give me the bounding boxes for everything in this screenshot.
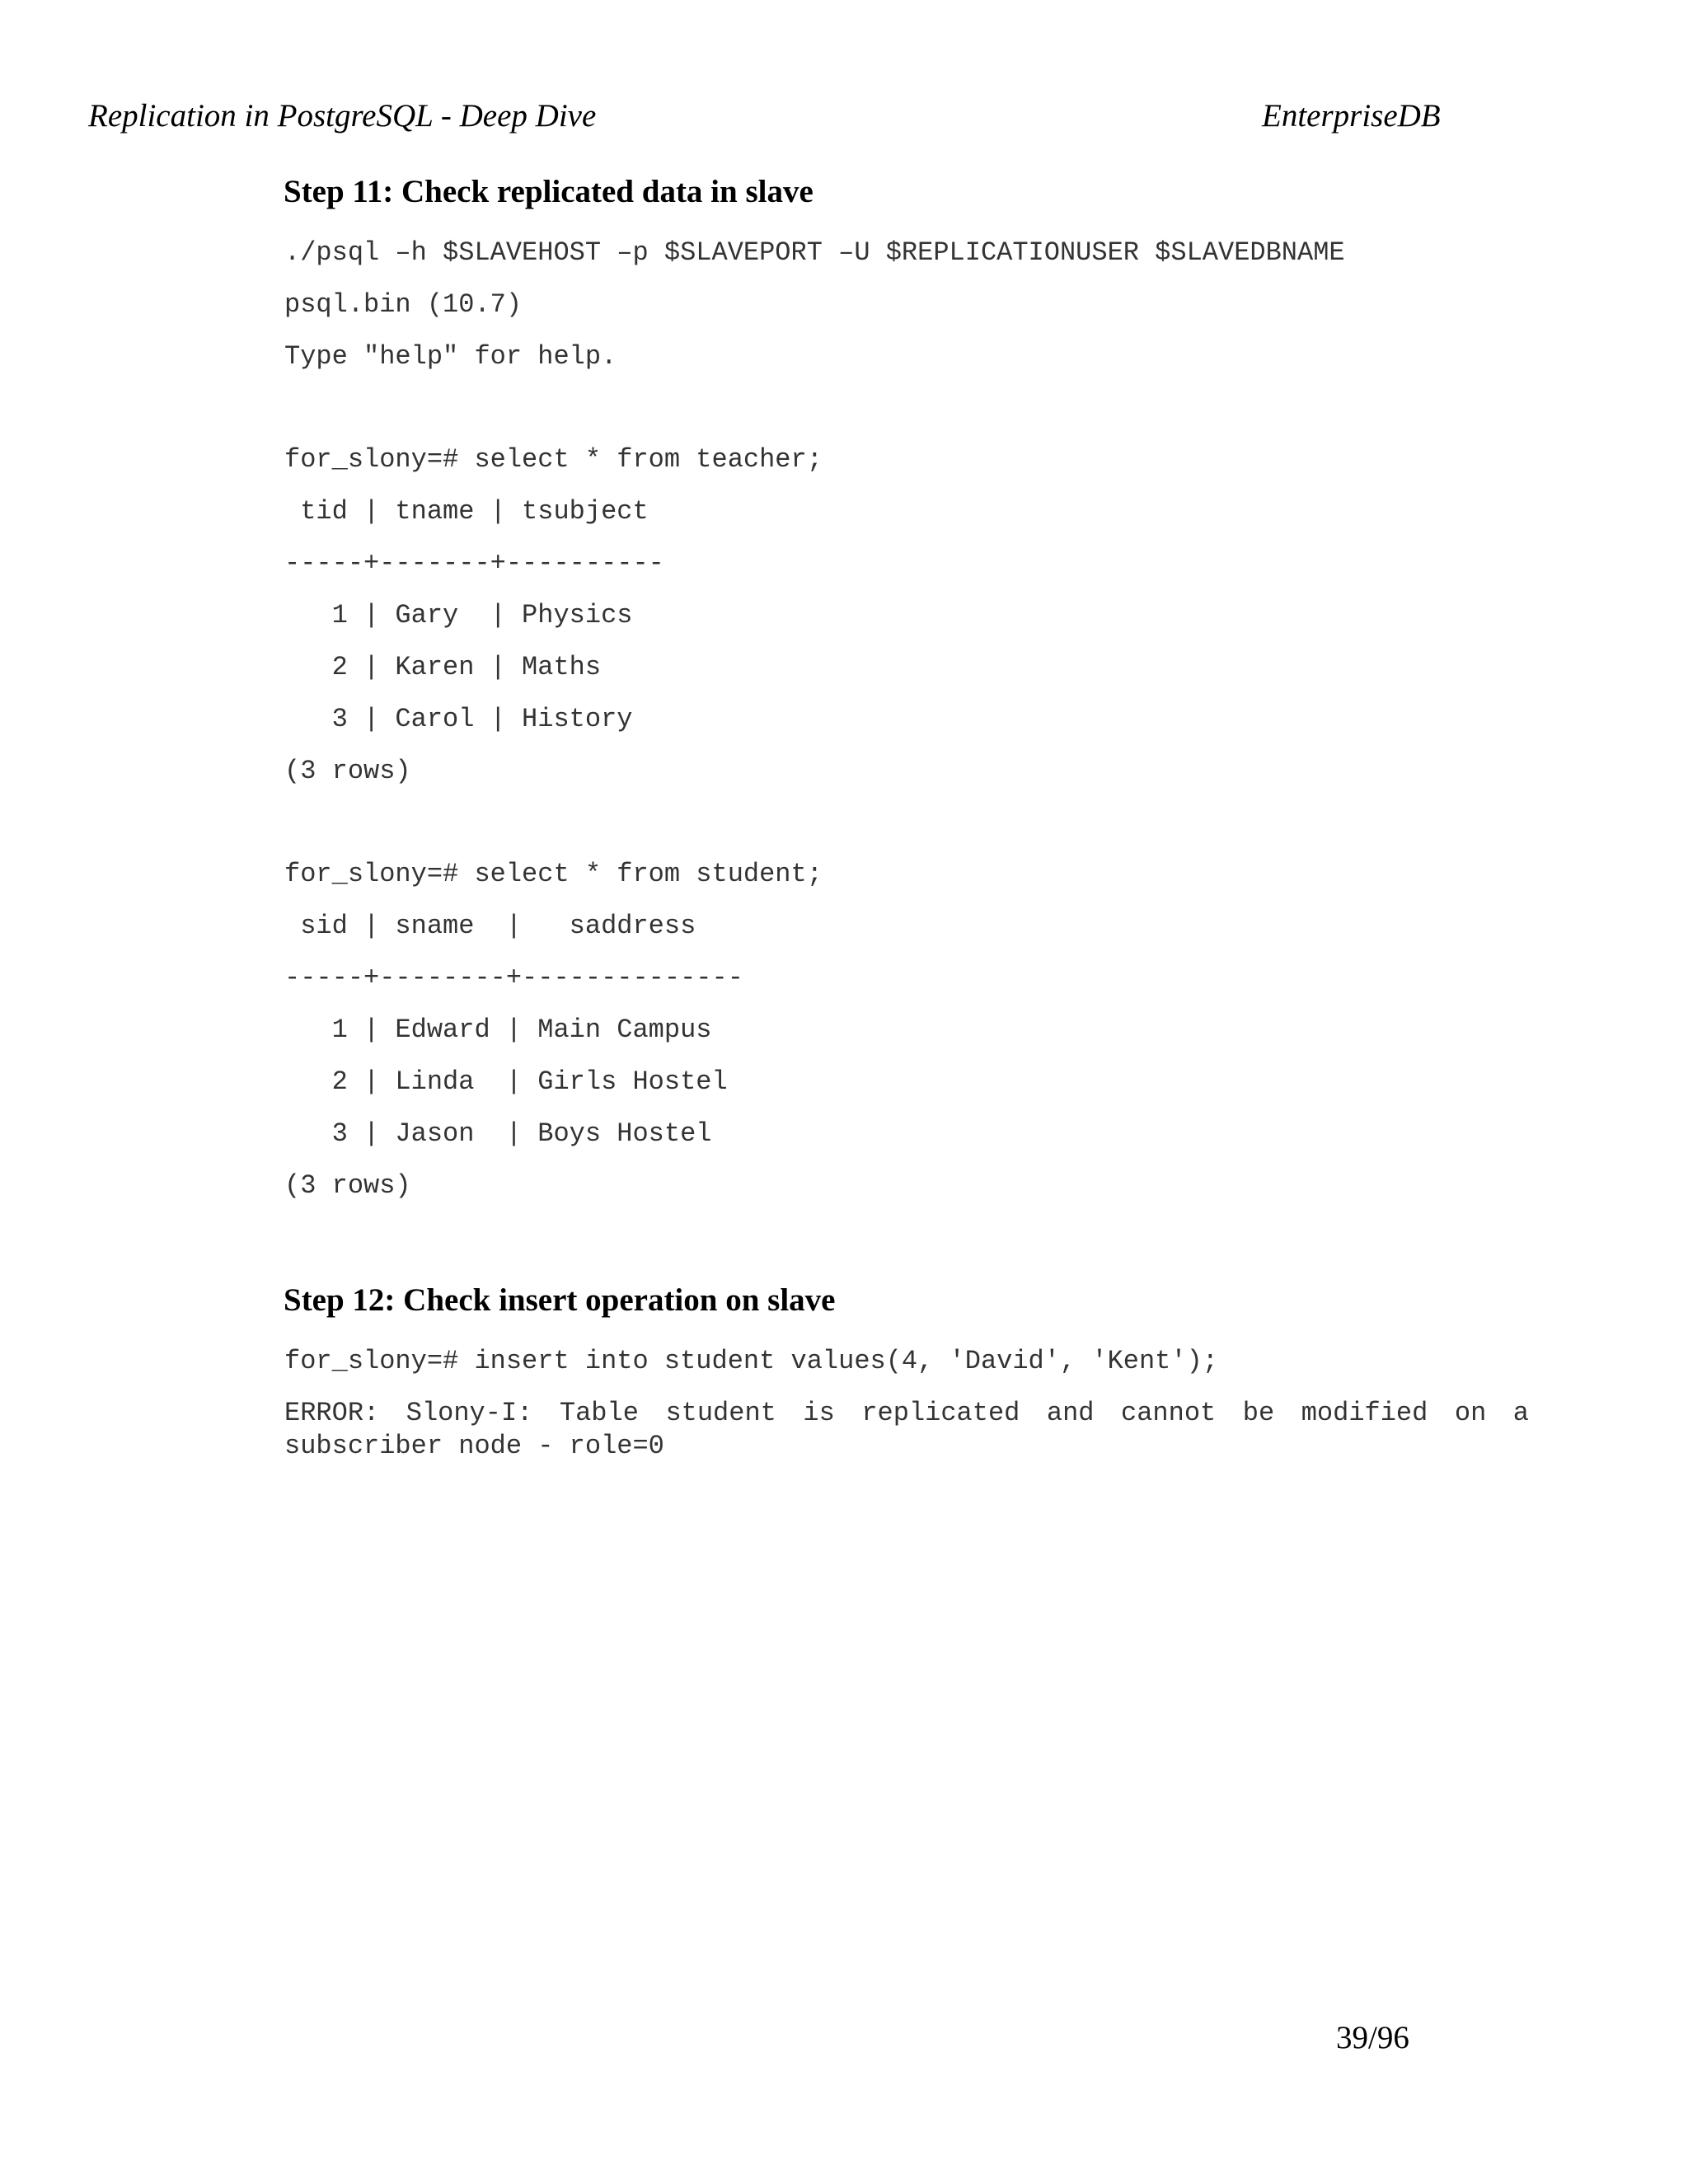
psql-version-line: psql.bin (10.7): [284, 289, 523, 320]
step-12-heading: Step 12: Check insert operation on slave: [284, 1282, 836, 1318]
psql-connect-command: ./psql –h $SLAVEHOST –p $SLAVEPORT –U $REPLICATIONUSER $SLAVEDBNAME: [284, 237, 1345, 268]
teacher-table-row: 2 | Karen | Maths: [284, 652, 602, 682]
student-table-header: sid | sname | saddress: [284, 911, 696, 941]
student-table-row: 2 | Linda | Girls Hostel: [284, 1066, 728, 1097]
student-table-separator: -----+--------+--------------: [284, 963, 743, 993]
document-title: Replication in PostgreSQL - Deep Dive: [88, 98, 597, 134]
student-table-row: 1 | Edward | Main Campus: [284, 1015, 712, 1045]
insert-command-line: for_slony=# insert into student values(4, 'David', 'Kent');: [284, 1346, 1218, 1376]
student-row-count: (3 rows): [284, 1170, 411, 1201]
error-message: ERROR: Slony-I: Table student is replicated and cannot be modified on a subscriber node - role=0: [284, 1398, 1529, 1461]
student-table-row: 3 | Jason | Boys Hostel: [284, 1118, 712, 1149]
step-11-heading: Step 11: Check replicated data in slave: [284, 174, 814, 209]
student-query-line: for_slony=# select * from student;: [284, 859, 823, 889]
teacher-table-row: 3 | Carol | History: [284, 704, 633, 734]
page-number: 39/96: [1336, 2020, 1409, 2055]
teacher-table-separator: -----+-------+----------: [284, 548, 664, 579]
teacher-table-row: 1 | Gary | Physics: [284, 600, 633, 630]
teacher-query-line: for_slony=# select * from teacher;: [284, 444, 823, 475]
psql-help-line: Type "help" for help.: [284, 341, 617, 372]
teacher-row-count: (3 rows): [284, 756, 411, 786]
company-name: EnterpriseDB: [1262, 98, 1441, 134]
teacher-table-header: tid | tname | tsubject: [284, 496, 649, 527]
